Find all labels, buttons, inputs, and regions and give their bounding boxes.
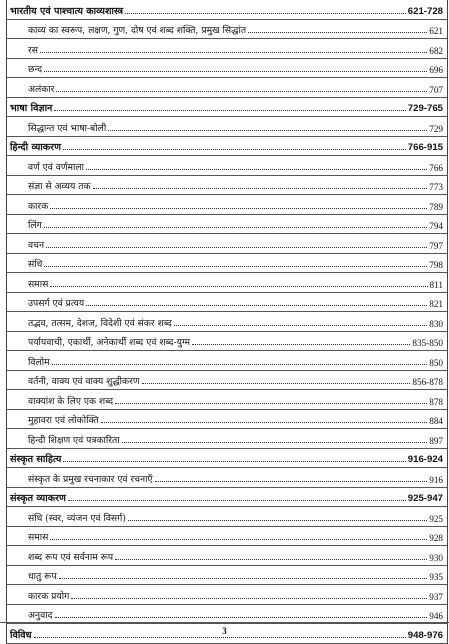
toc-item-page: 707	[429, 84, 443, 95]
dot-leader	[54, 110, 405, 111]
toc-item-row	[7, 410, 447, 430]
toc-section-page-range: 948-976	[407, 629, 443, 641]
toc-item-row	[7, 546, 447, 566]
toc-item-row	[7, 390, 447, 410]
toc-item-page: 696	[429, 65, 443, 75]
dot-leader	[52, 364, 428, 365]
toc-item-title: शब्द रूप एवं सर्वनाम रूप	[28, 551, 114, 563]
dot-leader	[115, 403, 427, 404]
toc-section-row	[7, 488, 447, 508]
toc-item-row	[7, 351, 447, 371]
toc-section-page-range: 766-915	[407, 142, 443, 153]
toc-item-title: सिद्धान्त एवं भाषा-बोली	[28, 122, 107, 134]
toc-item-title: उपसर्ग एवं प्रत्यय	[28, 298, 85, 309]
toc-item-row	[7, 507, 447, 527]
toc-item-title: संधि (स्वर, व्यंजन एवं विसर्ग)	[28, 512, 126, 524]
dot-leader	[108, 130, 427, 131]
toc-item-page: 621	[429, 26, 443, 36]
dot-leader	[46, 247, 427, 248]
toc-item-page: 937	[429, 591, 443, 602]
dot-leader	[86, 305, 427, 306]
dot-leader	[63, 149, 406, 150]
toc-item-page: 835-850	[412, 338, 443, 348]
dot-leader	[115, 559, 427, 560]
toc-item-title: छन्द	[28, 64, 43, 75]
toc-section-page-range: 729-765	[407, 103, 443, 114]
toc-item-title: मुहावरा एवं लोकोक्ति	[28, 415, 99, 426]
dot-leader	[192, 344, 410, 345]
toc-item-title: लिंग	[28, 220, 42, 231]
dot-leader	[122, 442, 428, 443]
toc-item-title: तद्भव, तत्सम, देशज, विदेशी एवं संकर शब्द	[28, 317, 172, 329]
toc-item-title: काव्य का स्वरूप, लक्षण, गुण, दोष एवं शब्द शक्ति, प्रमुख सिद्धांत	[28, 25, 247, 36]
toc-item-page: 729	[429, 123, 443, 134]
toc-item-row	[7, 117, 447, 137]
toc-item-row	[7, 39, 447, 59]
dot-leader	[142, 383, 411, 384]
dot-leader	[68, 500, 406, 501]
toc-section-page-range: 925-947	[407, 493, 443, 504]
toc-section-row	[7, 449, 447, 469]
toc-section-title: विविध	[10, 629, 32, 641]
toc-section-title: भाषा विज्ञान	[10, 103, 53, 114]
dot-leader	[174, 325, 427, 326]
toc-item-page: 811	[429, 279, 443, 290]
toc-item-page: 789	[429, 201, 443, 212]
toc-item-page: 766	[429, 162, 443, 173]
page-number: 3	[0, 622, 449, 641]
dot-leader	[44, 266, 427, 267]
toc-section-row	[7, 98, 447, 118]
toc-item-row	[7, 332, 447, 352]
toc-item-title: कारक प्रयोग	[28, 590, 70, 602]
toc-item-page: 794	[429, 221, 443, 231]
toc-item-row	[7, 566, 447, 586]
toc-item-page: 682	[429, 45, 443, 56]
toc-item-page: 773	[429, 182, 443, 192]
toc-item-page: 916	[429, 474, 443, 485]
toc-item-title: वाक्यांश के लिए एक शब्द	[28, 395, 114, 407]
toc-item-row	[7, 371, 447, 391]
dot-leader	[86, 169, 427, 170]
toc-section-title: संस्कृत व्याकरण	[10, 493, 66, 504]
toc-item-page: 925	[429, 513, 443, 524]
toc-item-page: 878	[429, 396, 443, 407]
toc-item-row	[7, 312, 447, 332]
dot-leader	[55, 617, 428, 618]
toc-item-title: रस	[28, 44, 38, 56]
dot-leader	[50, 539, 427, 540]
toc-item-row	[7, 527, 447, 547]
toc-section-title: संस्कृत साहित्य	[10, 454, 62, 465]
toc-item-row	[7, 254, 447, 274]
dot-leader	[71, 598, 427, 599]
dot-leader	[59, 578, 428, 579]
toc-item-title: अलंकार	[28, 83, 55, 95]
toc-item-row	[7, 176, 447, 196]
toc-item-row	[7, 585, 447, 605]
toc-item-page: 935	[429, 572, 443, 582]
toc-item-page: 856-878	[412, 377, 443, 387]
toc-item-page: 821	[429, 299, 443, 309]
toc-item-title: संधि	[28, 259, 43, 270]
toc-item-title: पर्यायवाची, एकार्थी, अनेकार्थी शब्द एवं शब्द-युग्म	[28, 337, 191, 348]
toc-section-row	[7, 137, 447, 157]
toc-item-page: 797	[429, 240, 443, 251]
toc-item-page: 830	[429, 318, 443, 329]
dot-leader	[93, 188, 428, 189]
toc-item-page: 897	[429, 435, 443, 446]
toc-item-page: 850	[429, 357, 443, 368]
dot-leader	[155, 481, 428, 482]
toc-item-row	[7, 195, 447, 215]
toc-item-row	[7, 20, 447, 40]
toc-item-page: 928	[429, 533, 443, 543]
dot-leader	[63, 461, 405, 462]
toc-item-row	[7, 429, 447, 449]
dot-leader	[101, 422, 428, 423]
toc-item-page: 930	[429, 552, 443, 563]
dot-leader	[248, 32, 427, 33]
toc-section-page-range: 916-924	[407, 454, 443, 465]
dot-leader	[44, 227, 427, 228]
toc-item-page: 946	[429, 611, 443, 621]
toc-item-title: संस्कृत के प्रमुख रचनाकार एवं रचनाएँ	[28, 473, 153, 485]
dot-leader	[50, 286, 427, 287]
dot-leader	[56, 91, 427, 92]
toc-item-title: वर्ण एवं वर्णमाला	[28, 161, 85, 173]
dot-leader	[125, 13, 406, 14]
dot-leader	[44, 71, 427, 72]
toc-section-page-range: 621-728	[407, 5, 443, 17]
toc-item-title: विलोम	[28, 356, 50, 368]
toc-item-row	[7, 234, 447, 254]
toc-item-title: समास	[28, 278, 49, 290]
toc-item-title: वर्तनी, वाक्य एवं वाक्य शुद्धीकरण	[28, 376, 140, 387]
toc-item-title: समास	[28, 532, 49, 543]
toc-item-title: कारक	[28, 200, 49, 212]
toc-item-row	[7, 468, 447, 488]
toc-section-title: हिन्दी व्याकरण	[10, 142, 62, 153]
toc-section-title: भारतीय एवं पाश्चात्य काव्यशास्त्र	[10, 5, 123, 17]
toc-item-row	[7, 156, 447, 176]
toc-item-row	[7, 293, 447, 313]
toc-item-row	[7, 59, 447, 79]
dot-leader	[128, 520, 427, 521]
toc-item-title: हिन्दी शिक्षण एवं पत्रकारिता	[28, 434, 120, 446]
toc-item-page: 884	[429, 416, 443, 426]
toc-item-title: वचन	[28, 239, 45, 251]
dot-leader	[50, 208, 427, 209]
dot-leader	[40, 52, 427, 53]
toc-item-row	[7, 273, 447, 293]
toc-item-title: धातु रूप	[28, 571, 57, 582]
toc-item-row	[7, 78, 447, 98]
toc-item-page: 798	[429, 260, 443, 270]
table-of-contents	[6, 0, 448, 644]
toc-item-row	[7, 215, 447, 235]
toc-item-title: संज्ञा से अव्यय तक	[28, 181, 91, 192]
toc-item-title: अनुवाद	[28, 610, 53, 621]
toc-section-row	[7, 0, 447, 20]
